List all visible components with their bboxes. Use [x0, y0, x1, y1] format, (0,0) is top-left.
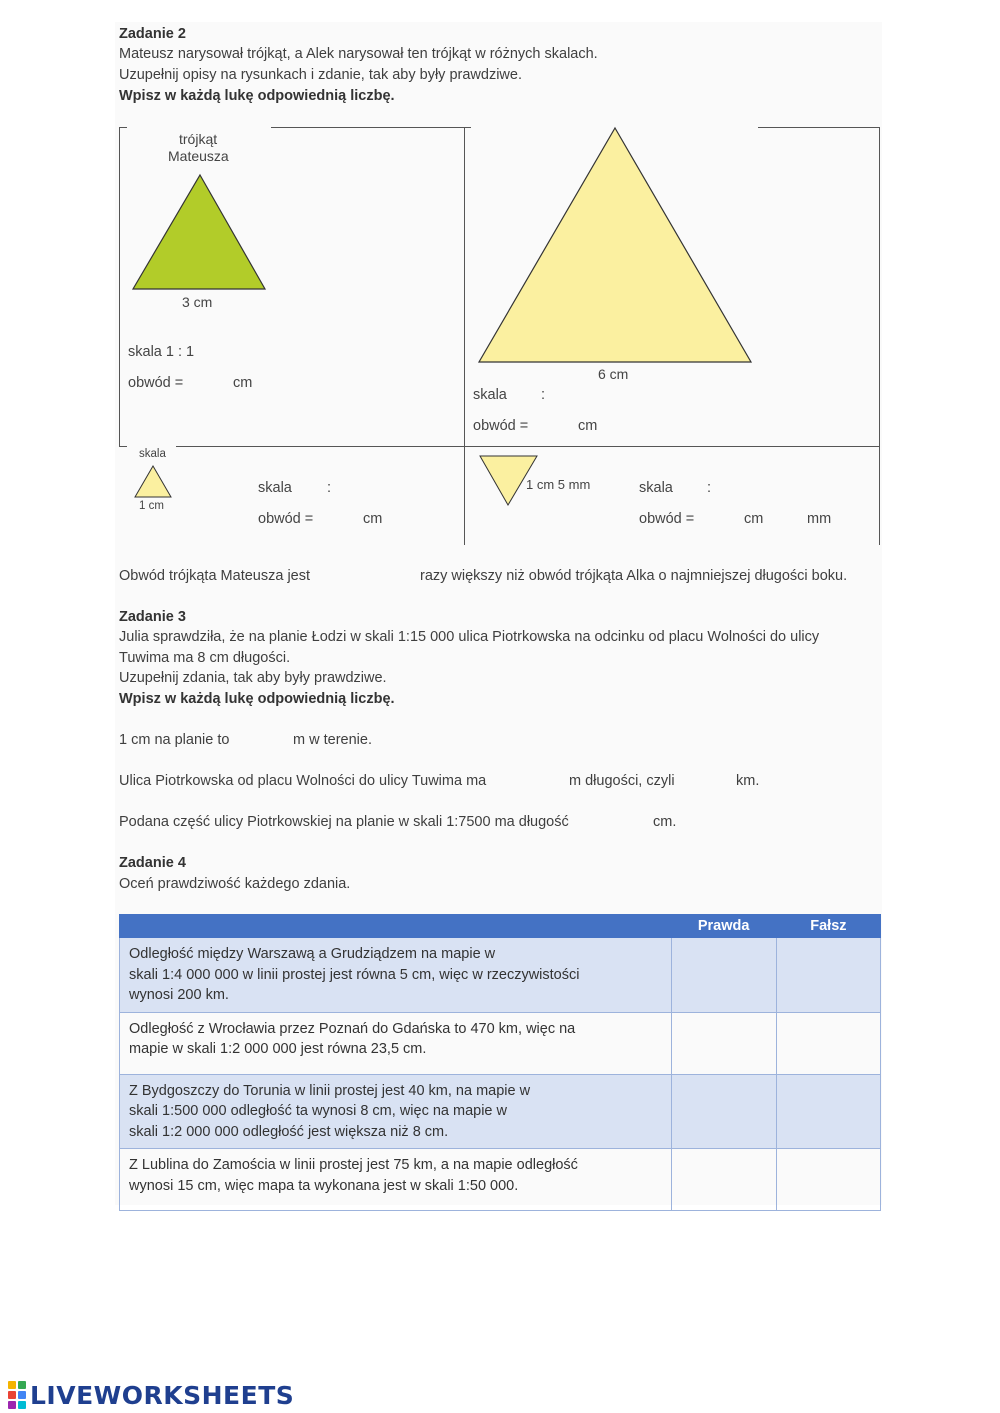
table-row: [120, 1074, 881, 1149]
task3-s3-part-a: Podana część ulicy Piotrkowskiej na planie w skali 1:7500 ma długość: [119, 814, 569, 830]
mateusz-scale: skala 1 : 1: [128, 344, 195, 360]
answer-false-cell[interactable]: [776, 1149, 880, 1211]
task2-sentence-part2: razy większy niż obwód trójkąta Alka o najmniejszej długości boku.: [420, 568, 848, 584]
task3-s1-part-a: 1 cm na planie to: [119, 732, 230, 748]
mateusz-caption-1: trójkąt: [179, 131, 218, 147]
small-perimeter-label: obwód =: [258, 511, 314, 527]
answer-false-cell[interactable]: [776, 938, 880, 1013]
task4-text: Oceń prawdziwość każdego zdania.: [119, 876, 351, 892]
statement-line: Odległość z Wrocławia przez Poznań do Gdańska to 470 km, więc na: [129, 1020, 576, 1037]
inverted-side-label: 1 cm 5 mm: [526, 477, 591, 492]
answer-true-cell[interactable]: [671, 1074, 776, 1149]
inverted-perimeter-label: obwód =: [639, 511, 695, 527]
liveworksheets-logo[interactable]: [8, 1380, 294, 1410]
small-caption: skala: [139, 448, 166, 460]
big-scale-separator: :: [541, 387, 546, 403]
statement-line: Z Bydgoszczy do Torunia w linii prostej jest 40 km, na mapie w: [129, 1082, 531, 1099]
statement-cell: [120, 1074, 672, 1149]
inverted-scale-separator: :: [707, 480, 712, 496]
logo-text: LIVEWORKSHEETS: [30, 1380, 295, 1410]
table-row: [120, 938, 881, 1013]
inverted-perimeter-unit-cm: cm: [744, 511, 764, 527]
statement-line: Odległość między Warszawą a Grudziądzem na mapie w: [129, 946, 496, 962]
mateusz-caption-2: Mateusza: [168, 148, 229, 164]
true-false-table: [119, 914, 881, 1211]
task3-text-2: Tuwima ma 8 cm długości.: [119, 650, 291, 666]
small-triangle: [132, 464, 174, 500]
mateusz-perimeter-unit: cm: [233, 375, 253, 391]
small-scale-separator: :: [327, 480, 332, 496]
answer-true-cell[interactable]: [671, 938, 776, 1013]
task3-s1-part-b: m w terenie.: [293, 732, 372, 748]
statement-line: skali 1:500 000 odległość ta wynosi 8 cm, więc na mapie w: [129, 1103, 507, 1119]
task2-instruction: Wpisz w każdą lukę odpowiednią liczbę.: [119, 88, 395, 104]
answer-true-cell[interactable]: [671, 1149, 776, 1211]
mateusz-triangle: [130, 172, 270, 294]
inverted-scale-label: skala: [639, 480, 673, 496]
task3-text-3: Uzupełnij zdania, tak aby były prawdziwe.: [119, 670, 387, 686]
task2-title: Zadanie 2: [119, 26, 186, 42]
table-row: [120, 1012, 881, 1074]
logo-blocks-icon: [8, 1381, 26, 1409]
answer-true-cell[interactable]: [671, 1012, 776, 1074]
task4-title: Zadanie 4: [119, 855, 186, 871]
table-header-true: Prawda: [671, 915, 776, 938]
task3-s3-part-b: cm.: [653, 814, 677, 830]
task3-instruction: Wpisz w każdą lukę odpowiednią liczbę.: [119, 691, 395, 707]
statement-line: mapie w skali 1:2 000 000 jest równa 23,5 cm.: [129, 1041, 427, 1057]
statement-line: wynosi 15 cm, więc mapa ta wykonana jest w skali 1:50 000.: [129, 1177, 519, 1194]
answer-false-cell[interactable]: [776, 1074, 880, 1149]
task3-title: Zadanie 3: [119, 609, 186, 625]
answer-false-cell[interactable]: [776, 1012, 880, 1074]
task3-s2-part-b: m długości, czyli: [569, 773, 675, 789]
task3-s2-part-c: km.: [736, 773, 760, 789]
task2-sentence-part1: Obwód trójkąta Mateusza jest: [119, 568, 311, 584]
task3-text-1: Julia sprawdziła, że na planie Łodzi w skali 1:15 000 ulica Piotrkowska na odcinku od placu Wolności do ulicy: [119, 629, 820, 645]
statement-line: wynosi 200 km.: [129, 987, 229, 1003]
statement-line: Z Lublina do Zamościa w linii prostej jest 75 km, a na mapie odległość: [129, 1157, 578, 1173]
big-scale-label: skala: [473, 387, 507, 403]
small-perimeter-unit: cm: [363, 511, 383, 527]
small-scale-label: skala: [258, 480, 292, 496]
mateusz-perimeter-label: obwód =: [128, 375, 184, 391]
statement-cell: [120, 1149, 672, 1211]
big-side-label: 6 cm: [598, 366, 629, 382]
mateusz-side-label: 3 cm: [182, 294, 213, 310]
inverted-perimeter-unit-mm: mm: [807, 511, 832, 527]
big-perimeter-label: obwód =: [473, 418, 529, 434]
task2-text-1: Mateusz narysował trójkąt, a Alek narysował ten trójkąt w różnych skalach.: [119, 46, 598, 62]
task2-text-2: Uzupełnij opisy na rysunkach i zdanie, tak aby były prawdziwe.: [119, 67, 522, 83]
big-triangle: [474, 124, 756, 366]
statement-cell: [120, 1012, 672, 1074]
table-header-false: Fałsz: [776, 915, 880, 938]
statement-line: skali 1:2 000 000 odległość jest większa niż 8 cm.: [129, 1123, 449, 1140]
statement-line: skali 1:4 000 000 w linii prostej jest równa 5 cm, więc w rzeczywistości: [129, 966, 580, 983]
big-perimeter-unit: cm: [578, 418, 598, 434]
statement-cell: [120, 938, 672, 1013]
table-header-statement: [120, 915, 672, 938]
task3-s2-part-a: Ulica Piotrkowska od placu Wolności do ulicy Tuwima ma: [119, 773, 487, 789]
table-row: [120, 1149, 881, 1211]
small-side-label: 1 cm: [139, 500, 164, 512]
